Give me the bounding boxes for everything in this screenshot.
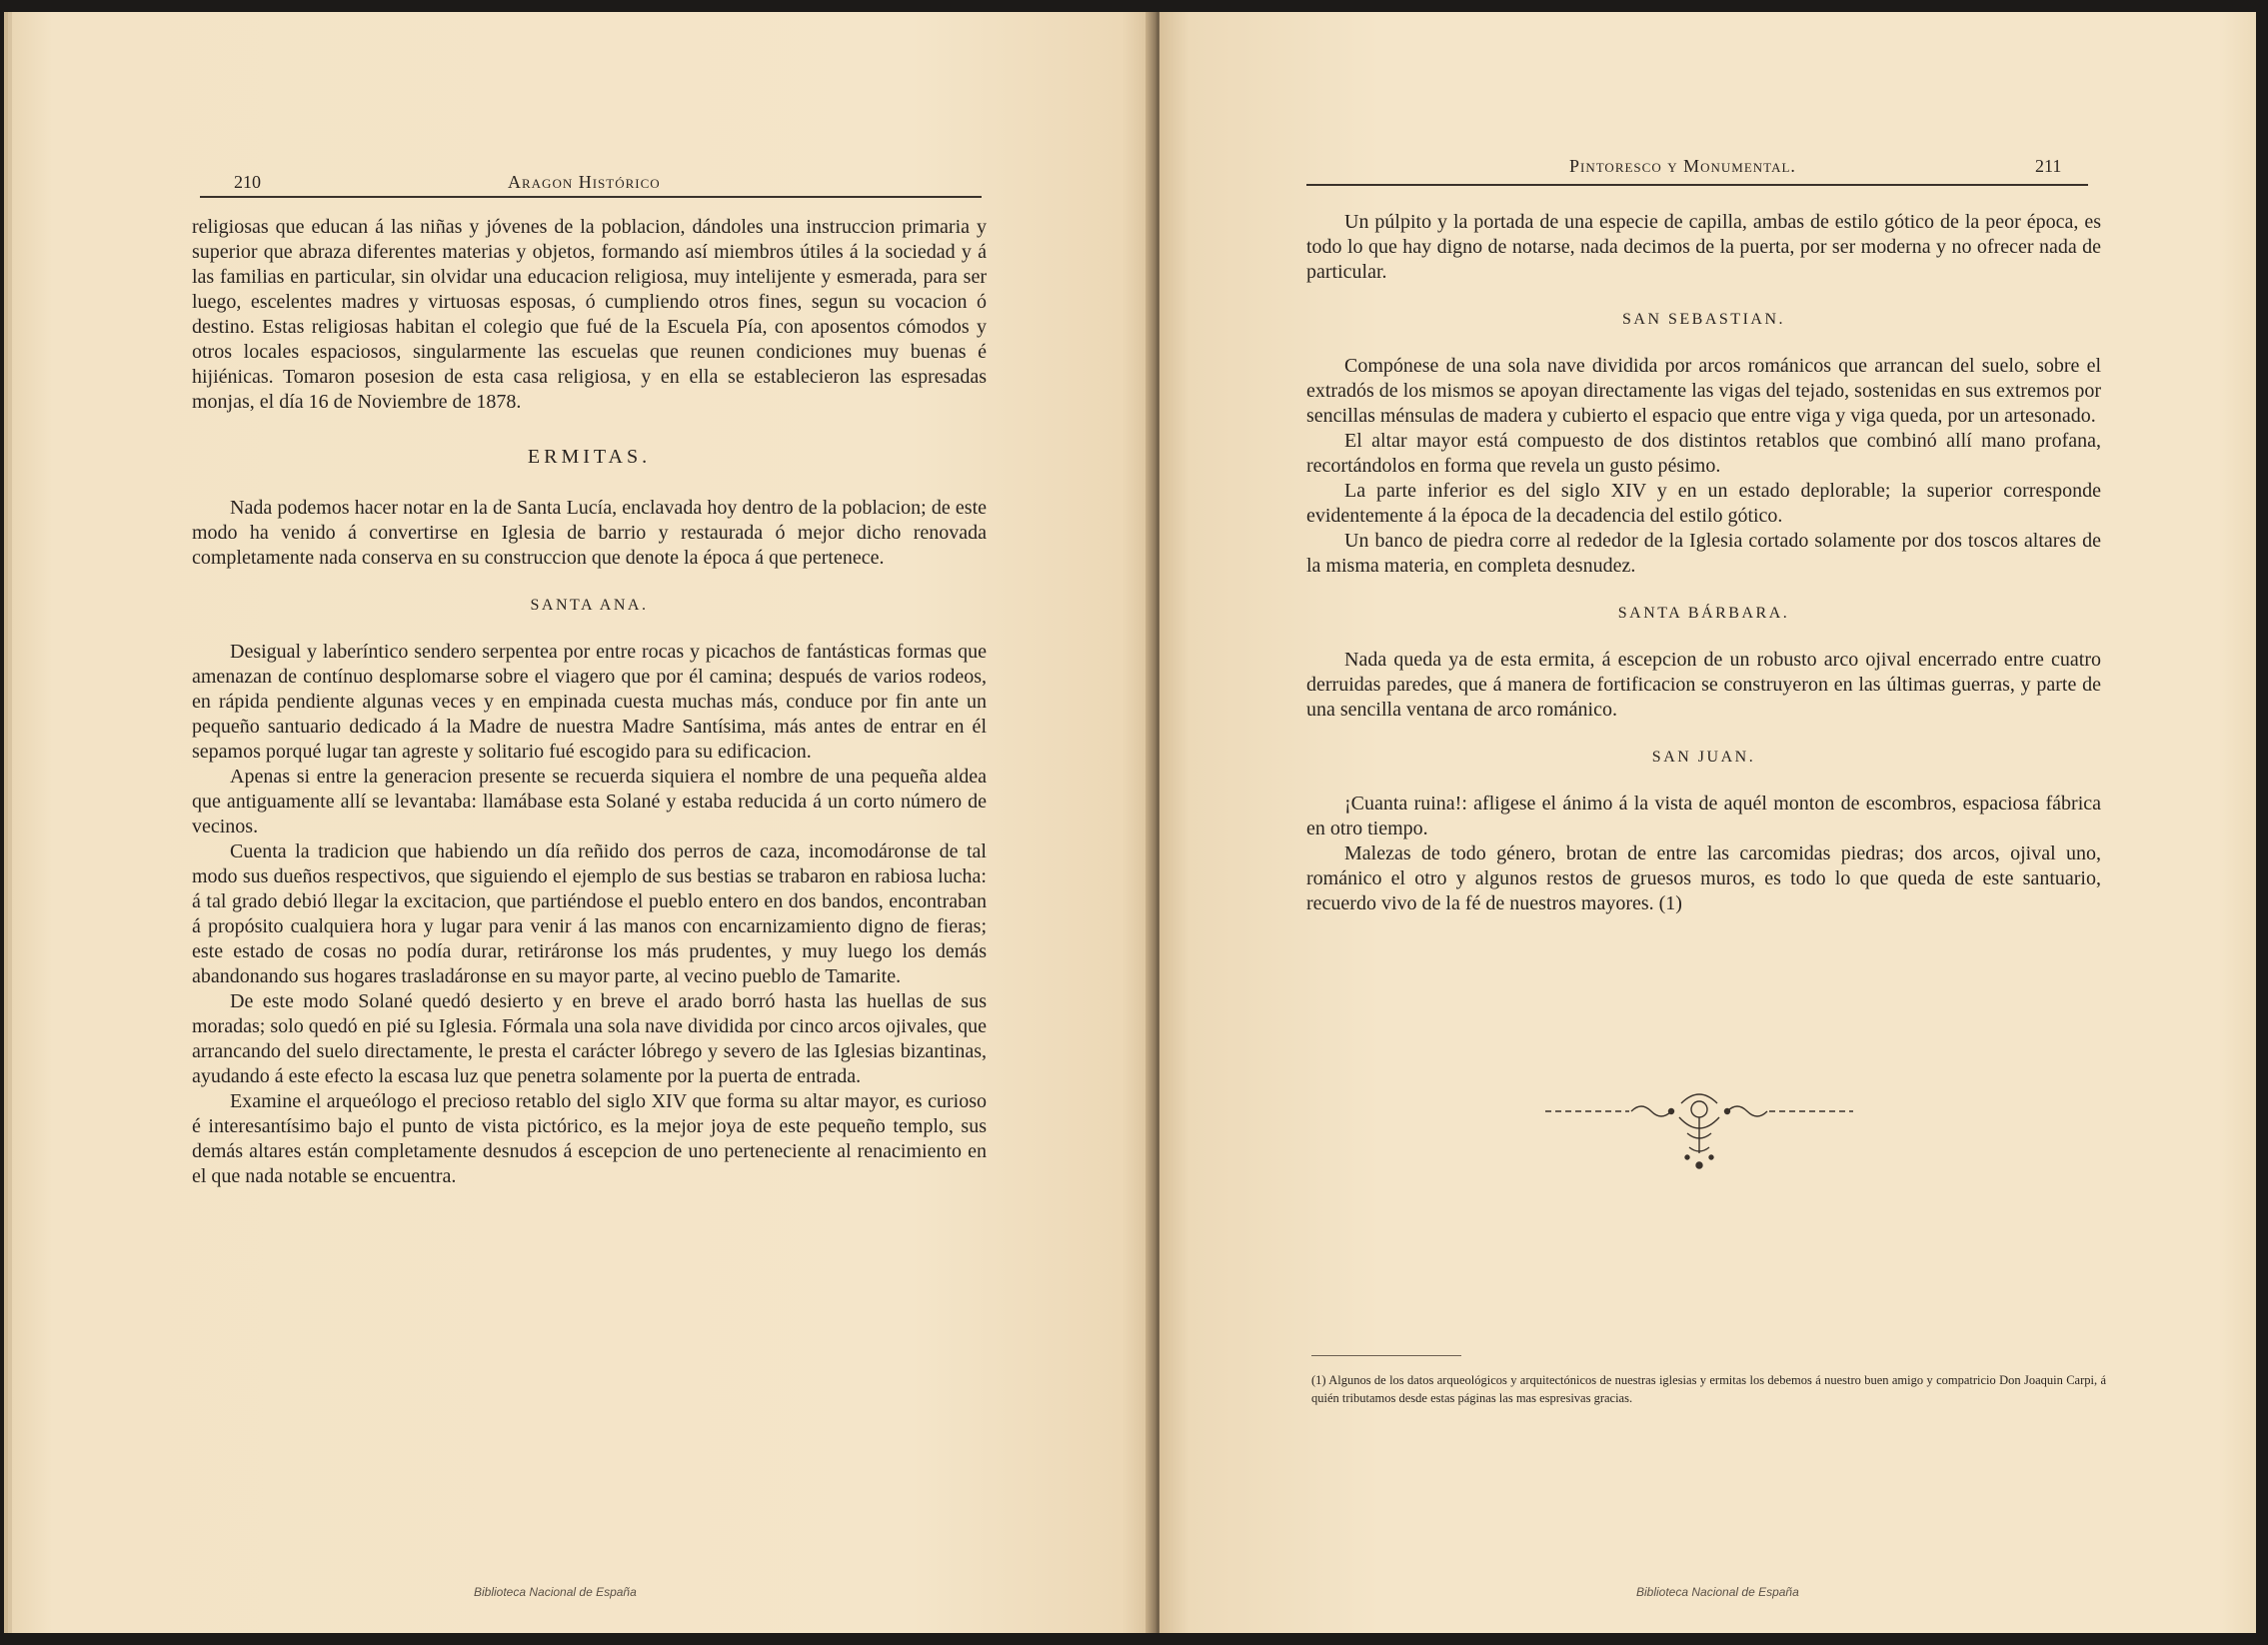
paragraph: Malezas de todo género, brotan de entre las carcomidas piedras; dos arcos, ojival uno, románico el otro y algunos restos de gruesos muros, es todo lo que queda de este santuario, recuerdo vivo de la fé de nuestros mayores. (1) bbox=[1306, 842, 2101, 914]
paragraph: Cuenta la tradicion que habiendo un día reñido dos perros de caza, incomodáronse de tal modo sus dueños respectivos, que siguiendo el ejemplo de sus bestias se trabaron en rabiosa lucha: á tal grado debió llegar la excitacion, que partiéndose el pueblo entero en dos bandos, encontraban á propósito cualquiera hora y lugar para venir á las manos con encarnizamiento digno de fieras; este estado de cosas no podía durar, retiráronse los más prudentes, y muy luego los demás abandonando sus hogares trasladáronse en su mayor parte, al vecino pueblo de Tamarite. bbox=[192, 840, 987, 987]
header-rule-right bbox=[1306, 184, 2088, 186]
paragraph: Compónese de una sola nave dividida por arcos románicos que arrancan del suelo, sobre el extradós de los mismos se apoyan directamente las vigas del tejado, sostenidas en sus extremos por sencillas ménsulas de madera y cubierto el espacio que entre viga y viga queda, por un artesonado. bbox=[1306, 355, 2101, 427]
page-number-left: 210 bbox=[234, 172, 261, 192]
footnote-rule bbox=[1311, 1355, 1461, 1356]
paragraph: religiosas que educan á las niñas y jóvenes de la poblacion, dándoles una instruccion primaria y superior que abraza diferentes materias y objetos, formando así miembros útiles á la sociedad y á las familias en particular, sin olvidar una educacion religiosa, muy intelijente y esmerada, para ser luego, escelentes madres y virtuosas esposas, ó cumpliendo otros fines, segun su vocacion ó destino. Estas religiosas habitan el colegio que fué de la Escuela Pía, con aposentos cómodos y otros locales espaciosos, singularmente las escuelas que reunen condiciones muy buenas é hijiénicas. Tomaron posesion de esta casa religiosa, y en ella se establecieron las espresadas monjas, el día 16 de Noviembre de 1878. bbox=[192, 216, 987, 413]
section-heading: SAN JUAN. bbox=[1651, 749, 1756, 766]
running-head-left: Aragon Histórico bbox=[508, 172, 661, 192]
ornament-vignette-icon bbox=[1539, 1081, 1859, 1191]
left-text-column bbox=[192, 215, 987, 1189]
paragraph: ¡Cuanta ruina!: afligese el ánimo á la vista de aquél monton de escombros, espaciosa fábrica en otro tiempo. bbox=[1306, 793, 2101, 839]
paragraph: La parte inferior es del siglo XIV y en un estado deplorable; la superior corresponde evidentemente á la época de la decadencia del estilo gótico. bbox=[1306, 480, 2101, 527]
book-spread bbox=[12, 12, 2256, 1633]
right-page bbox=[1159, 12, 2256, 1633]
paragraph: Nada queda ya de esta ermita, á escepcion de un robusto arco ojival encerrado entre cuatro derruidas paredes, que á manera de fortificacion se construyeron en las últimas guerras, y parte de una sencilla ventana de arco románico. bbox=[1306, 649, 2101, 721]
paragraph: Apenas si entre la generacion presente se recuerda siquiera el nombre de una pequeña aldea que antiguamente allí se levantaba: llamábase esta Solané y estaba reducida á un corto número de vecinos. bbox=[192, 766, 987, 837]
footnote: (1) Algunos de los datos arqueológicos y arquitectónicos de nuestras iglesias y ermitas los debemos á nuestro buen amigo y compatricio Don Joaquin Carpi, á quién tributamos desde estas páginas las mas espresivas gracias. bbox=[1311, 1373, 2106, 1405]
left-page bbox=[12, 12, 1151, 1633]
paragraph: Examine el arqueólogo el precioso retablo del siglo XIV que forma su altar mayor, es curioso é interesantísimo bajo el punto de vista pictórico, es la mejor joya de este pequeño templo, sus demás altares están completamente desnudos á escepcion de uno perteneciente al renacimiento en el que nada notable se encuentra. bbox=[192, 1090, 987, 1187]
section-heading: ERMITAS. bbox=[527, 446, 652, 468]
paragraph: El altar mayor está compuesto de dos distintos retablos que combinó allí mano profana, recortándolos en forma que revela un gusto pésimo. bbox=[1306, 430, 2101, 477]
section-heading: SANTA ANA. bbox=[530, 597, 649, 614]
library-credit-left: Biblioteca Nacional de España bbox=[474, 1585, 637, 1599]
section-heading: SANTA BÁRBARA. bbox=[1617, 605, 1790, 622]
paragraph: De este modo Solané quedó desierto y en breve el arado borró hasta las huellas de sus moradas; solo quedó en pié su Iglesia. Fórmala una sola nave dividida por cinco arcos ojivales, que arrancando del suelo directamente, le presta el carácter lóbrego y severo de las Iglesias bizantinas, ayudando á este efecto la escasa luz que penetra solamente por la puerta de entrada. bbox=[192, 990, 987, 1087]
library-credit-right: Biblioteca Nacional de España bbox=[1636, 1585, 1799, 1599]
paragraph: Un banco de piedra corre al rededor de la Iglesia cortado solamente por dos toscos altares de la misma materia, en completa desnudez. bbox=[1306, 530, 2101, 577]
paragraph: Nada podemos hacer notar en la de Santa Lucía, enclavada hoy dentro de la poblacion; de este modo ha venido á convertirse en Iglesia de barrio y restaurada ó mejor dicho renovada completamente nada conserva en su construccion que denote la época á que pertenece. bbox=[192, 497, 987, 569]
header-rule-left bbox=[200, 196, 982, 198]
right-text-column bbox=[1306, 210, 2101, 916]
running-head-right: Pintoresco y Monumental. bbox=[1569, 156, 1796, 176]
section-heading: SAN SEBASTIAN. bbox=[1621, 311, 1785, 328]
paragraph: Un púlpito y la portada de una especie de capilla, ambas de estilo gótico de la peor época, es todo lo que hay digno de notarse, nada decimos de la puerta, por ser moderna y no ofrecer nada de particular. bbox=[1306, 211, 2101, 283]
page-number-right: 211 bbox=[2035, 156, 2062, 176]
paragraph: Desigual y laberíntico sendero serpentea por entre rocas y picachos de fantásticas formas que amenazan de contínuo desplomarse sobre el viagero que por él camina; después de varios rodeos, en rápida pendiente algunas veces y en empinada cuesta muchas más, conduce por fin ante un pequeño santuario dedicado á la Madre de nuestra Madre Santísima, más antes de entrar en él sepamos porqué lugar tan agreste y solitario fué escogido para su edificacion. bbox=[192, 641, 987, 763]
